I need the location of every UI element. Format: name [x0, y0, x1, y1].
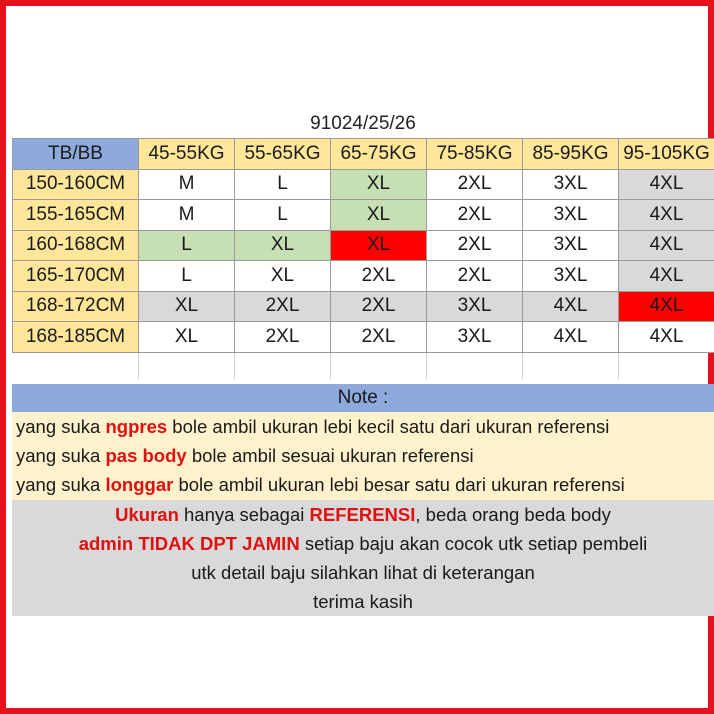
note-info: [12, 500, 714, 616]
size-cell: 2XL: [427, 200, 523, 231]
size-cell: XL: [139, 322, 235, 353]
info-keyword: admin TIDAK DPT JAMIN: [78, 533, 300, 554]
size-cell: M: [139, 169, 235, 200]
height-header: 165-170CM: [13, 261, 139, 292]
size-cell: 2XL: [331, 261, 427, 292]
size-cell: 4XL: [619, 322, 714, 353]
table-row: [13, 261, 714, 292]
spacer-cell: [235, 352, 331, 379]
tip-text: yang suka: [16, 416, 106, 437]
size-cell: 2XL: [235, 291, 331, 322]
weight-header-row: [13, 139, 714, 170]
info-text: setiap baju akan cocok utk setiap pembeli: [299, 533, 648, 554]
size-cell: 3XL: [523, 261, 619, 292]
info-line: [12, 500, 714, 529]
table-row: [13, 291, 714, 322]
size-table: [12, 138, 714, 379]
size-cell: XL: [331, 230, 427, 261]
tip-line: [12, 441, 714, 470]
size-cell: 4XL: [619, 291, 714, 322]
note-header: Note :: [12, 384, 714, 412]
size-cell: 4XL: [523, 291, 619, 322]
table-row: [13, 169, 714, 200]
tip-text: bole ambil ukuran lebi besar satu dari ukuran referensi: [173, 474, 625, 495]
weight-header: 75-85KG: [427, 139, 523, 170]
spacer-cell: [619, 352, 714, 379]
info-text: hanya sebagai: [178, 504, 310, 525]
height-header: 155-165CM: [13, 200, 139, 231]
height-header: 150-160CM: [13, 169, 139, 200]
size-cell: 2XL: [331, 291, 427, 322]
table-row: [13, 200, 714, 231]
size-cell: XL: [331, 200, 427, 231]
weight-header: 85-95KG: [523, 139, 619, 170]
spacer-cell: [523, 352, 619, 379]
note-tips: [12, 412, 714, 500]
corner-label: TB/BB: [13, 139, 139, 170]
info-text: , beda orang beda body: [415, 504, 611, 525]
tip-line: [12, 412, 714, 441]
size-cell: 4XL: [619, 230, 714, 261]
weight-header: 65-75KG: [331, 139, 427, 170]
size-cell: XL: [235, 230, 331, 261]
info-keyword: Ukuran: [115, 504, 179, 525]
size-cell: 4XL: [619, 261, 714, 292]
info-line: utk detail baju silahkan lihat di keterangan: [191, 562, 535, 583]
info-keyword: REFERENSI: [309, 504, 416, 525]
spacer-row: [13, 352, 714, 379]
size-cell: 3XL: [523, 200, 619, 231]
size-cell: XL: [139, 291, 235, 322]
info-line: [12, 529, 714, 558]
tip-keyword: pas body: [105, 445, 187, 466]
size-cell: 2XL: [427, 261, 523, 292]
size-cell: 3XL: [523, 169, 619, 200]
product-code: 91024/25/26: [310, 113, 416, 134]
weight-header: 55-65KG: [235, 139, 331, 170]
weight-header: 45-55KG: [139, 139, 235, 170]
size-cell: 2XL: [331, 322, 427, 353]
info-line: terima kasih: [313, 591, 413, 612]
tip-keyword: longgar: [105, 474, 174, 495]
size-cell: 2XL: [427, 230, 523, 261]
size-cell: 4XL: [619, 169, 714, 200]
size-chart-sheet: [12, 110, 714, 616]
height-header: 168-172CM: [13, 291, 139, 322]
size-cell: 4XL: [523, 322, 619, 353]
size-cell: 3XL: [427, 291, 523, 322]
spacer-cell: [139, 352, 235, 379]
tip-text: bole ambil ukuran lebi kecil satu dari ukuran referensi: [167, 416, 610, 437]
size-cell: L: [139, 230, 235, 261]
size-cell: 2XL: [235, 322, 331, 353]
spacer-cell: [13, 352, 139, 379]
table-row: [13, 230, 714, 261]
tip-text: yang suka: [16, 445, 106, 466]
size-cell: L: [139, 261, 235, 292]
spacer-cell: [427, 352, 523, 379]
tip-text: yang suka: [16, 474, 106, 495]
size-cell: M: [139, 200, 235, 231]
size-cell: 3XL: [427, 322, 523, 353]
size-cell: XL: [331, 169, 427, 200]
tip-text: bole ambil sesuai ukuran referensi: [186, 445, 474, 466]
weight-header: 95-105KG: [619, 139, 714, 170]
size-cell: 4XL: [619, 200, 714, 231]
size-cell: 2XL: [427, 169, 523, 200]
height-header: 160-168CM: [13, 230, 139, 261]
tip-line: [12, 470, 714, 499]
size-cell: XL: [235, 261, 331, 292]
height-header: 168-185CM: [13, 322, 139, 353]
size-cell: L: [235, 200, 331, 231]
size-cell: L: [235, 169, 331, 200]
tip-keyword: ngpres: [105, 416, 168, 437]
table-row: [13, 322, 714, 353]
size-cell: 3XL: [523, 230, 619, 261]
spacer-cell: [331, 352, 427, 379]
